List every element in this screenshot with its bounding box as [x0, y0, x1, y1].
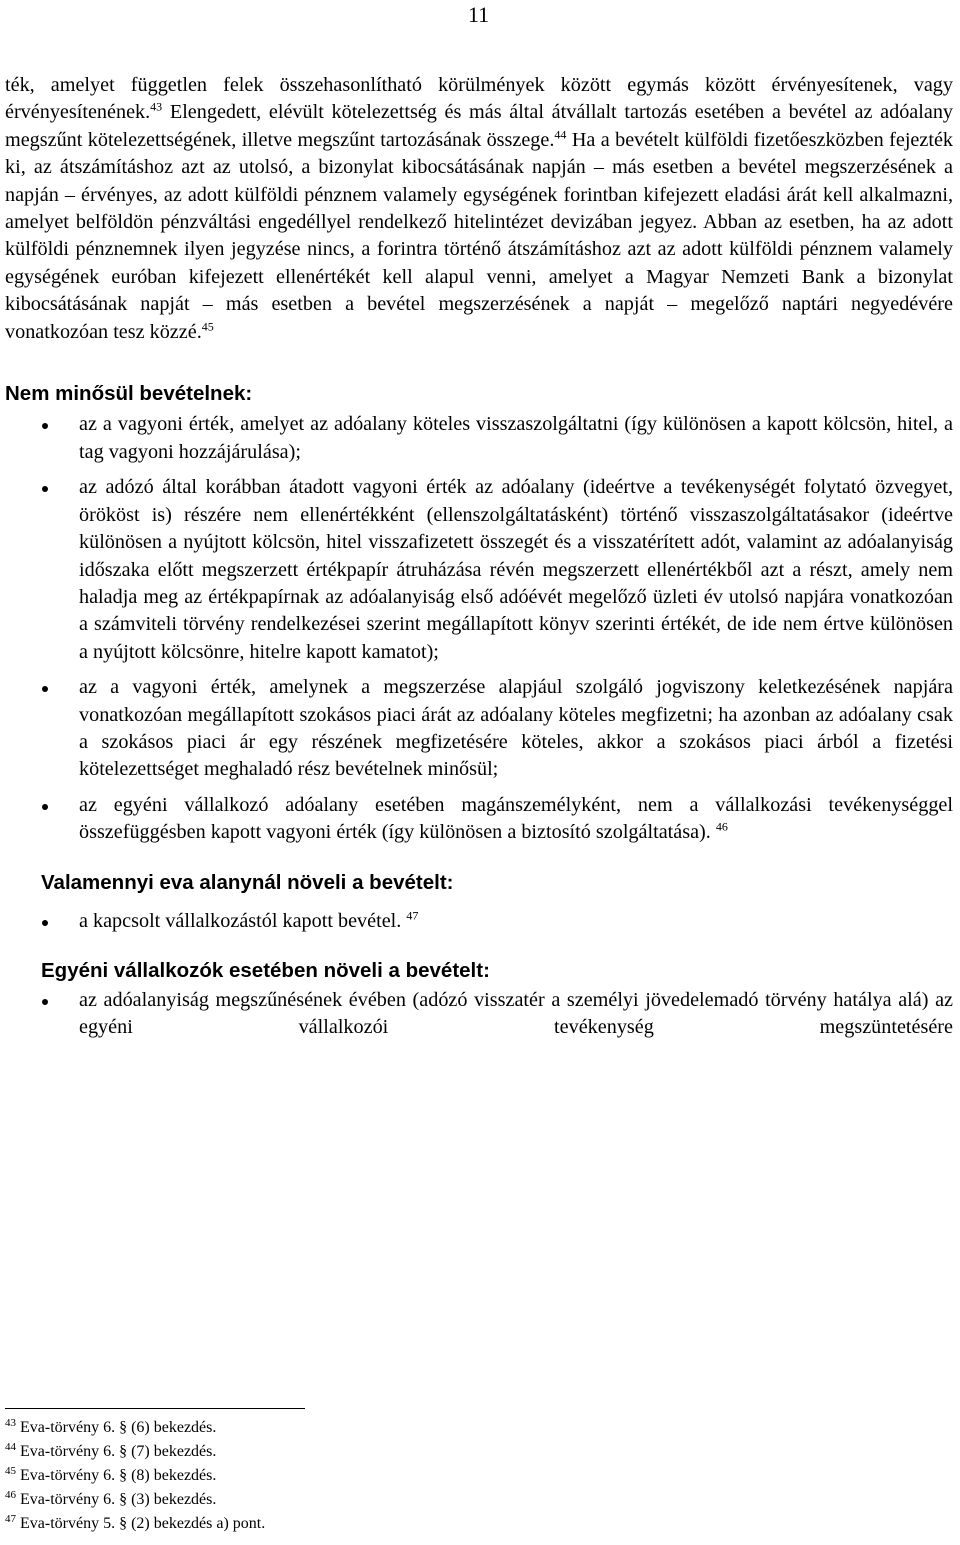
list-item: az a vagyoni érték, amelyet az adóalany köteles visszaszolgáltatni (így különösen a kapott kölcsön, hitel, a tag vagyoni hozzájárulása);	[5, 411, 953, 466]
not-income-list	[5, 411, 953, 846]
all-eva-list	[5, 908, 953, 935]
list-item: a kapcsolt vállalkozástól kapott bevétel. $^{47}$	[5, 908, 953, 935]
section-title-all-eva: Valamennyi eva alanynál növeli a bevételt:	[41, 870, 454, 894]
intro-paragraph	[5, 72, 953, 346]
footnote-ref-43[interactable]: 43	[150, 99, 163, 114]
section-title-sole-proprietors: Egyéni vállalkozók esetében növeli a bevételt:	[41, 959, 490, 983]
paragraph-text-a: ték, amelyet független felek összehasonlítható körülmények között egymás között érvényesítenek, vagy érvényesítenének.	[5, 74, 953, 124]
list-item: az adózó által korábban átadott vagyoni érték az adóalany (ideértve a tevékenységét folytató özvegyet, örököst is) részére nem ellenértékként (ellenszolgáltatásként) történő visszaszolgáltatásakor (ideértve különösen a nyújtott kölcsön, hitel visszafizetett összegét és a visszatérített adót, valamint az adóalanyiság időszaka előtt megszerzett értékpapír átruházása révén megszerzett ellenértékből azt a részt, amely nem haladja meg az értékpapírnak az adóalanyiság első adóévét megelőző üzleti év utolsó napjára vonatkozóan a számviteli törvény rendelkezései szerint megállapított könyv szerinti értékét, de ide nem értve különösen a nyújtott kölcsönre, hitelre kapott kamatot);	[5, 474, 953, 666]
footnote-ref-46[interactable]: 46	[715, 819, 728, 834]
paragraph-text-c: Ha a bevételt külföldi fizetőeszközben fejezték ki, az átszámításhoz azt az utolsó, a bizonylat kibocsátásának napján – más esetben a bevétel megszerzésének a napján – érvényes, az adott külföldi pénznem valamely egységének forintban kifejezett eladási árát kell alkalmazni, amelyet belföldön pénzváltási engedéllyel rendelkező hitelintézet devizában jegyez. Abban az esetben, ha az adott külföldi pénznemnek ilyen jegyzése nincs, a forintra történő átszámításhoz azt az adott külföldi pénznem valamely egységének euróban kifejezett ellenértékét kell alapul venni, amelyet a Magyar Nemzeti Bank a bizonylat kibocsátásának napját – más esetben a bevétel megszerzésének a napját – megelőző naptári negyedévére vonatkozóan tesz közzé.	[5, 128, 954, 343]
footnote-46: $^{46}$ Eva-törvény 6. § (3) bekezdés.	[5, 1488, 217, 1508]
footnote-44: $^{44}$ Eva-törvény 6. § (7) bekezdés.	[5, 1440, 217, 1460]
list-item: az a vagyoni érték, amelynek a megszerzése alapjául szolgáló jogviszony keletkezésének napjára vonatkozóan megállapított szokásos piaci árát az adóalany köteles megfizetni; ha azonban az adóalany csak a szokásos piaci ár egy részének megfizetésére köteles, akkor a szokásos piaci árból a fizetési kötelezettséget meghaladó rész bevételnek minősül;	[5, 674, 953, 784]
footnote-45: $^{45}$ Eva-törvény 6. § (8) bekezdés.	[5, 1464, 217, 1484]
footnote-ref-45[interactable]: 45	[201, 318, 214, 333]
footnote-divider	[5, 1408, 305, 1409]
footnote-43: $^{43}$ Eva-törvény 6. § (6) bekezdés.	[5, 1416, 217, 1436]
list-item: az egyéni vállalkozó adóalany esetében magánszemélyként, nem a vállalkozási tevékenységgel összefüggésben kapott vagyoni érték (így különösen a biztosító szolgáltatása). $^{46}$	[5, 792, 953, 847]
footnote-ref-44[interactable]: 44	[554, 127, 567, 142]
footnote-ref-47[interactable]: 47	[406, 908, 419, 923]
list-item: az adóalanyiság megszűnésének évében (adózó visszatér a személyi jövedelemadó törvény hatálya alá) az egyéni vállalkozói tevékenység megszüntetésére	[5, 987, 953, 1042]
paragraph-text-b: Elengedett, elévült kötelezettség és más által átvállalt tartozás esetében a bevétel az adóalany megszűnt kötelezettségének, illetve megszűnt tartozásának összege.	[5, 101, 954, 151]
section-title-not-income: Nem minősül bevételnek:	[5, 382, 253, 406]
sole-proprietors-list	[5, 987, 953, 1042]
footnote-47: $^{47}$ Eva-törvény 5. § (2) bekezdés a) pont.	[5, 1512, 266, 1532]
footnotes	[5, 1416, 265, 1536]
page-number: 11	[468, 2, 490, 27]
document-body	[5, 72, 953, 1050]
